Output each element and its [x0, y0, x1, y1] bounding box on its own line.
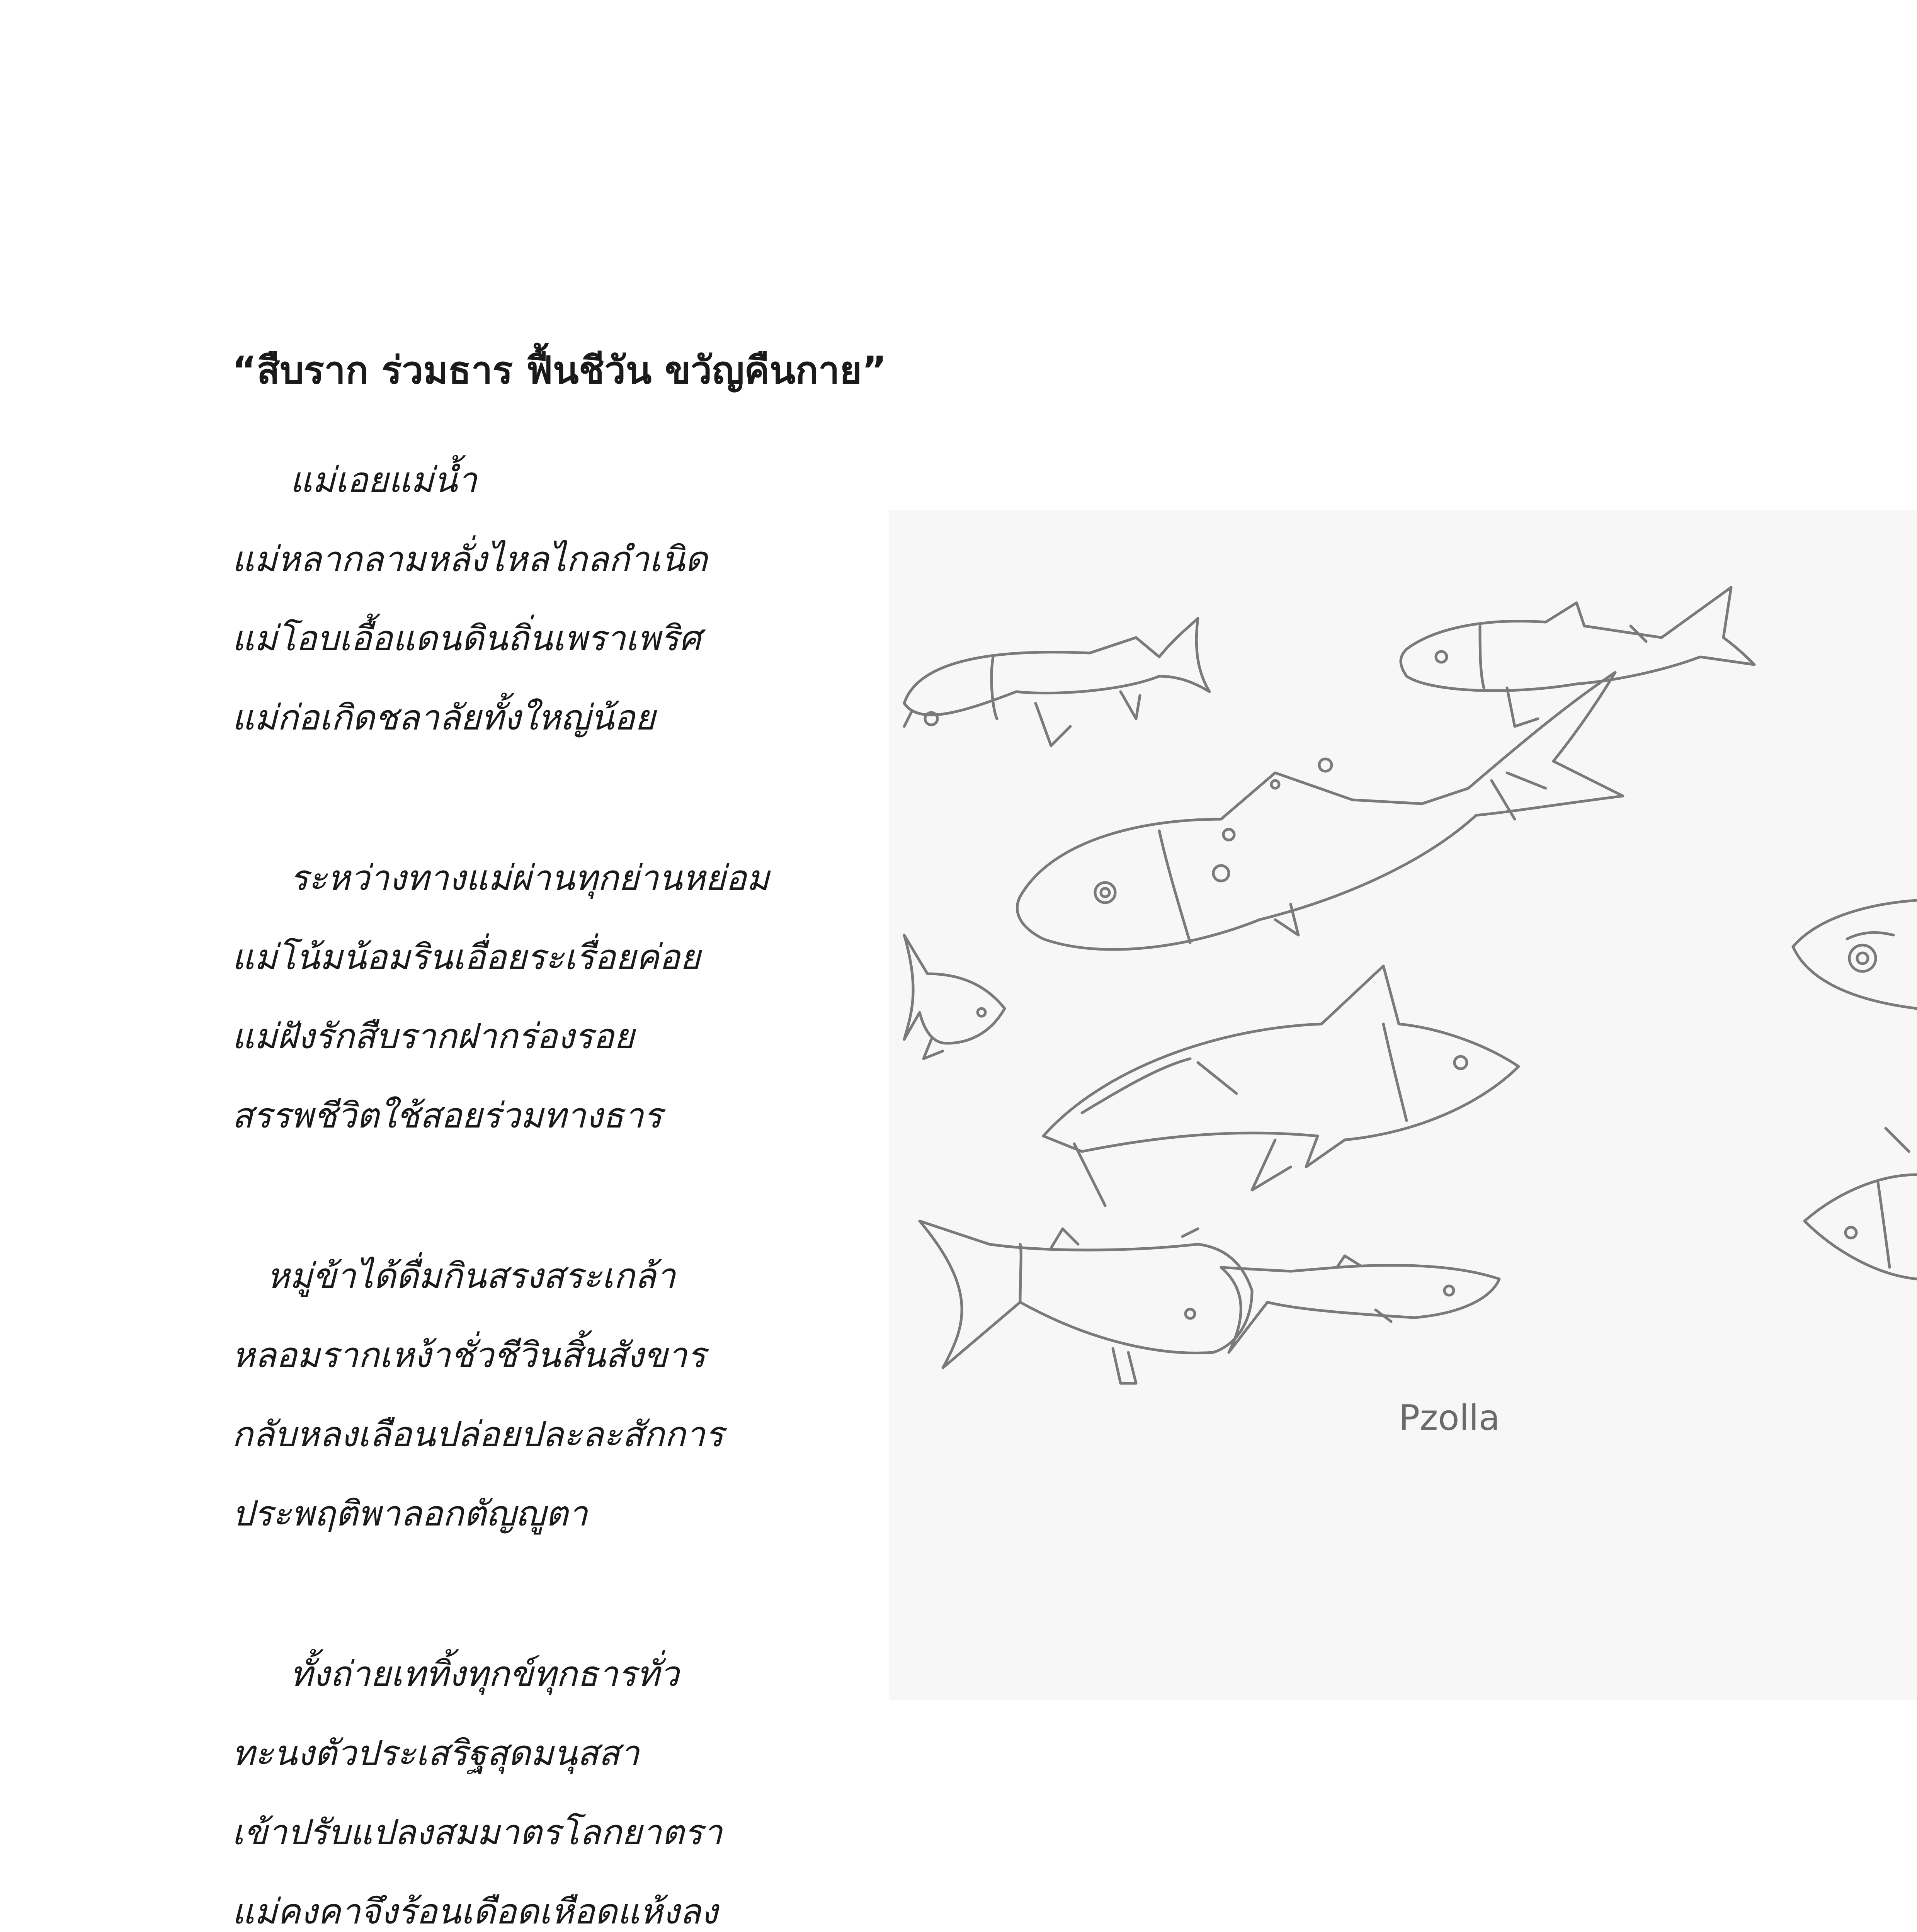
artist-signature: Pzolla	[1399, 1398, 1500, 1438]
poem-line: แม่เอยแม่น้ำ	[290, 460, 477, 500]
fish-drawing	[1805, 1128, 1917, 1279]
poem-line: หลอมรากเหง้าชั่วชีวินสิ้นสังขาร	[232, 1335, 706, 1376]
poem-body	[232, 440, 947, 1932]
fish-drawing	[1793, 900, 1917, 1009]
fish-drawing	[920, 1221, 1252, 1383]
fish-drawing	[904, 618, 1209, 746]
fish-drawing	[1043, 966, 1519, 1206]
stanza-3	[232, 1236, 947, 1553]
poem-line: แม่โอบเอื้อแดนดินถิ่นเพราเพริศ	[232, 618, 701, 659]
poem-line: แม่หลากลามหลั่งไหลไกลกำเนิด	[232, 539, 708, 580]
poem-line: แม่ก่อเกิดชลาลัยทั้งใหญ่น้อย	[232, 697, 655, 738]
poem-line: ประพฤติพาลอกตัญญูตา	[232, 1493, 588, 1534]
poem-line: แม่คงคาจึงร้อนเดือดเหือดแห้งลง	[232, 1891, 718, 1932]
fish-drawing	[1017, 672, 1623, 949]
fish-sketch-illustration	[889, 510, 1917, 1700]
poem-line: กลับหลงเลือนปล่อยปละละสักการ	[232, 1414, 724, 1455]
fish-drawing	[904, 935, 1005, 1059]
poem-line: ทั้งถ่ายเททิ้งทุกข์ทุกธารทั่ว	[290, 1654, 679, 1694]
poem-title: “สืบราก ร่วมธาร ฟื้นชีวัน ขวัญคืนกาย”	[232, 349, 887, 393]
poem-line: ทะนงตัวประเสริฐสุดมนุสสา	[232, 1733, 640, 1774]
poem-line: สรรพชีวิตใช้สอยร่วมทางธาร	[232, 1095, 662, 1136]
poem-line: แม่โน้มน้อมรินเอื่อยระเรื่อยค่อย	[232, 937, 701, 978]
poem-line: แม่ฝังรักสืบรากฝากร่องรอย	[232, 1016, 634, 1057]
stanza-1	[232, 440, 947, 757]
fish-drawing	[1401, 587, 1754, 726]
poem-line: ระหว่างทางแม่ผ่านทุกย่านหย่อม	[290, 858, 770, 898]
poem-line: หมู่ข้าได้ดื่มกินสรงสระเกล้า	[267, 1256, 675, 1296]
poem-line: เข้าปรับแปลงสมมาตรโลกยาตรา	[232, 1812, 723, 1853]
stanza-2	[232, 838, 947, 1155]
fish-drawing	[1221, 1256, 1499, 1352]
stanza-4	[232, 1634, 947, 1932]
